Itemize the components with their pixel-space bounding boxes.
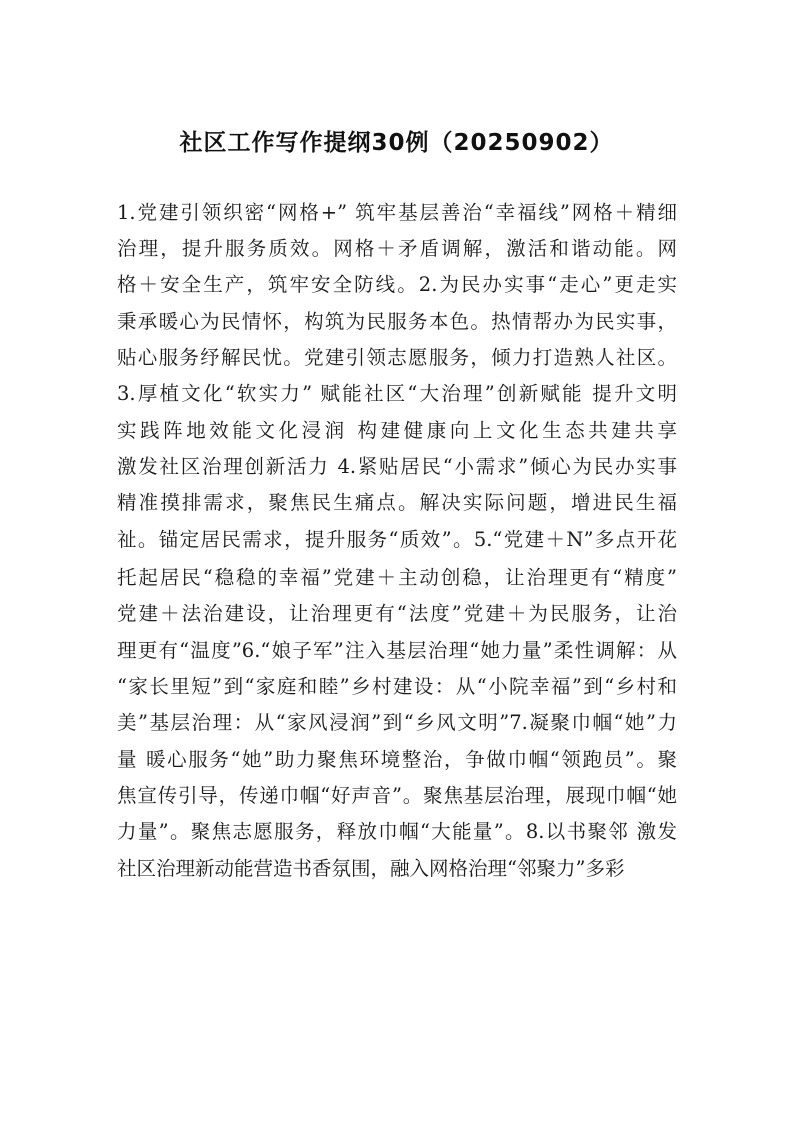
body-line: 理更有“温度”6.“娘子军”注入基层治理“她力量”柔性调解：从 [117, 639, 677, 662]
body-line: 秉承暖心为民情怀，构筑为民服务本色。热情帮办为民实事， [117, 310, 677, 333]
body-line: 焦宣传引导，传递巾帼“好声音”。聚焦基层治理，展现巾帼“她 [117, 784, 677, 807]
body-line: 社区治理新动能营造书香氛围，融入网格治理“邻聚力”多彩 [117, 857, 625, 880]
body-line: 精准摸排需求，聚焦民生痛点。解决实际问题，增进民生福 [117, 491, 677, 514]
body-line: 贴心服务纾解民忧。党建引领志愿服务，倾力打造熟人社区。 [117, 346, 677, 369]
document-title: 社区工作写作提纲30例（20250902） [179, 130, 614, 156]
body-line: 治理，提升服务质效。网格＋矛盾调解，激活和谐动能。网 [117, 237, 677, 260]
body-line: 3.厚植文化“软实力” 赋能社区“大治理”创新赋能 提升文明 [117, 382, 677, 405]
body-line: 祉。锚定居民需求，提升服务“质效”。5.“党建＋N”多点开花 [117, 528, 677, 551]
body-line: 托起居民“稳稳的幸福”党建＋主动创稳，让治理更有“精度” [117, 566, 677, 589]
body-line: 力量”。聚焦志愿服务，释放巾帼“大能量”。8.以书聚邻 激发 [117, 820, 677, 843]
body-line: 党建＋法治建设，让治理更有“法度”党建＋为民服务，让治 [117, 602, 677, 625]
body-line: 格＋安全生产，筑牢安全防线。2.为民办实事“走心”更走实 [117, 273, 677, 296]
body-line: 1.党建引领织密“网格+” 筑牢基层善治“幸福线”网格＋精细 [117, 201, 677, 224]
body-line: 量 暖心服务“她”助力聚焦环境整治，争做巾帼“领跑员”。聚 [117, 748, 677, 771]
body-line: 美”基层治理：从“家风浸润”到“乡风文明”7.凝聚巾帼“她”力 [117, 711, 677, 734]
body-line: 实践阵地效能文化浸润 构建健康向上文化生态共建共享 [117, 419, 677, 442]
body-line: “家长里短”到“家庭和睦”乡村建设：从“小院幸福”到“乡村和 [117, 675, 677, 698]
body-line: 激发社区治理创新活力 4.紧贴居民“小需求”倾心为民办实事 [117, 455, 677, 478]
document-body [117, 0, 677, 1122]
